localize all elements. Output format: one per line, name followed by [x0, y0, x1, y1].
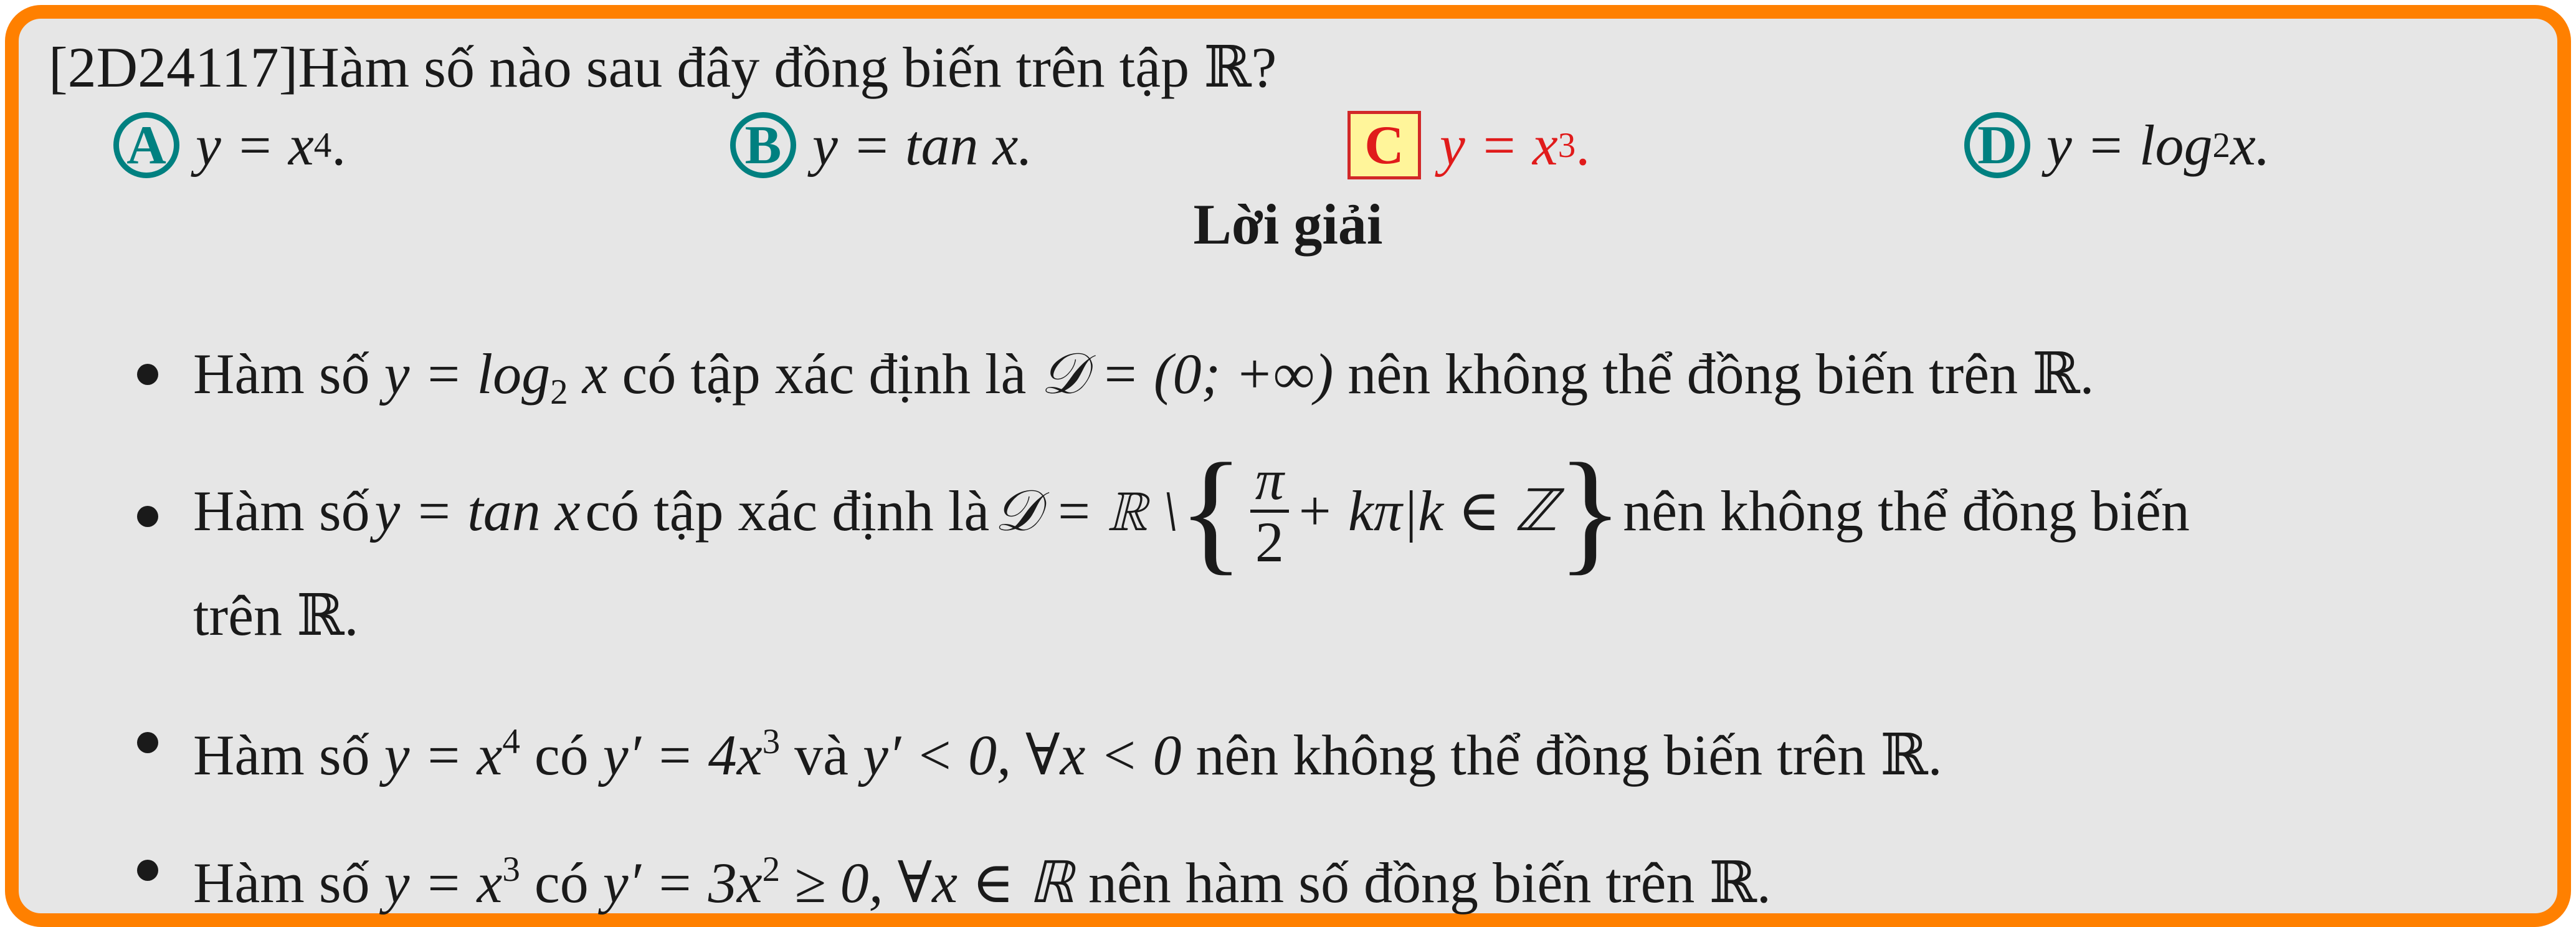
- question-line: [49, 30, 1276, 105]
- question-text: Hàm số nào sau đây đồng biến trên tập ℝ?: [298, 36, 1277, 99]
- option-d-tail: x.: [2230, 113, 2270, 177]
- bullet-3-deriv: y′ = 4x: [602, 723, 763, 787]
- option-d[interactable]: [1964, 105, 2270, 186]
- bullet-2-text-2: có tập xác định là: [585, 479, 990, 543]
- bullet-4-sup: 3: [502, 850, 520, 889]
- left-brace: {: [1178, 435, 1244, 587]
- right-brace: }: [1557, 435, 1623, 587]
- bullet-4-text: Hàm số: [193, 851, 384, 915]
- fraction-pi-over-2: [1250, 447, 1289, 574]
- bullet-2-dot: [137, 506, 158, 527]
- option-d-sub: 2: [2212, 125, 2230, 165]
- bullet-1-text-3: nên không thể đồng biến trên ℝ.: [1333, 342, 2094, 406]
- bullet-3-deriv-sup: 3: [762, 722, 781, 761]
- bullet-2-set: + kπ|k ∈ ℤ: [1295, 479, 1557, 543]
- option-d-letter: D: [1964, 112, 2030, 178]
- bullet-3-text-2: có: [520, 723, 603, 787]
- bullet-4-deriv-sup: 2: [762, 850, 781, 889]
- bullet-1-text-2: có tập xác định là: [607, 342, 1041, 406]
- bullet-4-dot: [137, 860, 158, 881]
- fraction-numerator: π: [1250, 450, 1289, 513]
- bullet-2: [193, 436, 2190, 586]
- bullet-1-sub: 2: [550, 373, 568, 412]
- bullet-1-math: y = log: [384, 342, 551, 406]
- bullet-2-cont: trên ℝ.: [193, 584, 359, 647]
- bullet-2-math: y = tan x: [374, 479, 581, 543]
- option-a[interactable]: [113, 105, 346, 186]
- option-a-sup: 4: [313, 125, 332, 165]
- bullet-1-math-b: x: [568, 342, 608, 406]
- bullet-3-text: Hàm số: [193, 723, 384, 787]
- option-b-letter: B: [730, 112, 796, 178]
- bullet-3-cond: y′ < 0, ∀x < 0: [862, 723, 1182, 787]
- option-b-expr: y = tan x.: [812, 113, 1033, 177]
- bullet-1-domain: 𝒟 = (0; +∞): [1040, 342, 1334, 406]
- fraction-denominator: 2: [1255, 510, 1284, 574]
- bullet-1-text: Hàm số: [193, 342, 384, 406]
- bullet-3-sup: 4: [502, 722, 520, 761]
- bullet-2-domain: 𝒟 = ℝ \: [994, 479, 1179, 543]
- option-c-sup: 3: [1557, 125, 1576, 165]
- bullet-1-dot: [137, 364, 158, 385]
- option-c-tail: .: [1576, 113, 1590, 177]
- bullet-2-text: Hàm số: [193, 479, 370, 543]
- option-a-tail: .: [331, 113, 346, 177]
- bullet-4-math: y = x: [384, 851, 503, 915]
- option-a-letter: A: [113, 112, 179, 178]
- solution-title: Lời giải: [1193, 193, 1383, 256]
- option-a-expr: y = x: [196, 113, 314, 177]
- option-d-expr: y = log: [2046, 113, 2213, 177]
- bullet-4-deriv: y′ = 3x: [602, 851, 763, 915]
- bullet-2-text-3: nên không thể đồng biến: [1623, 479, 2190, 543]
- option-c[interactable]: [1347, 105, 1590, 186]
- bullet-4-text-3: nên hàm số đồng biến trên ℝ.: [1073, 851, 1771, 915]
- bullet-3-math: y = x: [384, 723, 503, 787]
- bullet-4-text-2: có: [520, 851, 603, 915]
- bullet-3-text-4: nên không thể đồng biến trên ℝ.: [1181, 723, 1942, 787]
- option-c-letter: C: [1347, 111, 1421, 179]
- bullet-3-text-3: và: [780, 723, 863, 787]
- option-b[interactable]: [730, 105, 1032, 186]
- bullet-3-dot: [137, 732, 158, 753]
- bullet-3: [193, 705, 1942, 792]
- question-code: [2D24117]: [49, 36, 298, 99]
- option-c-expr: y = x: [1440, 113, 1558, 177]
- bullet-1: [193, 336, 2094, 430]
- bullet-4: [193, 832, 1771, 920]
- bullet-4-cond: ≥ 0, ∀x ∈ ℝ: [780, 851, 1074, 915]
